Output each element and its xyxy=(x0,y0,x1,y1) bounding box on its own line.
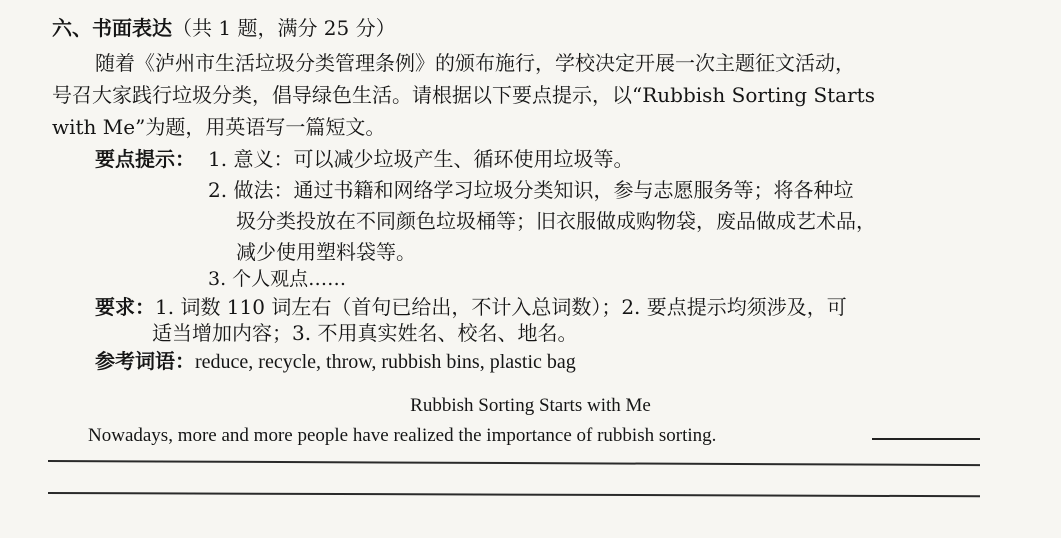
answer-blank-line[interactable] xyxy=(872,438,980,440)
essay-first-sentence: Nowadays, more and more people have realized the importance of rubbish sorting. xyxy=(88,425,717,446)
section-heading xyxy=(52,15,396,41)
intro-line-1: 随着《泸州市生活垃圾分类管理条例》的颁布施行，学校决定开展一次主题征文活动， xyxy=(95,51,855,75)
reference-words-list: reduce, recycle, throw, rubbish bins, plastic bag xyxy=(195,351,576,373)
reference-words-label: 参考词语： xyxy=(95,349,195,373)
intro-line-3: with Me”为题，用英语写一篇短文。 xyxy=(52,115,386,139)
requirements-label: 要求： xyxy=(95,295,155,319)
point-item-3: 3. 个人观点…… xyxy=(208,268,347,290)
requirements-line-1: 1. 词数 110 词左右（首句已给出，不计入总词数）；2. 要点提示均须涉及，可 xyxy=(155,295,847,319)
writing-line[interactable] xyxy=(48,460,980,466)
requirements-line-2: 适当增加内容；3. 不用真实姓名、校名、地名。 xyxy=(152,321,578,345)
requirements-row xyxy=(95,294,847,320)
writing-line[interactable] xyxy=(48,492,980,497)
essay-title: Rubbish Sorting Starts with Me xyxy=(410,395,651,416)
intro-line-2: 号召大家践行垃圾分类，倡导绿色生活。请根据以下要点提示，以“Rubbish Sorting Starts xyxy=(52,83,875,107)
point-item-1: 1. 意义：可以减少垃圾产生、循环使用垃圾等。 xyxy=(208,147,634,171)
point-item-2-line-3: 减少使用塑料袋等。 xyxy=(236,240,416,264)
reference-words-row xyxy=(95,348,576,375)
section-score-note: （共 1 题，满分 25 分） xyxy=(172,16,396,40)
point-item-2-line-1: 2. 做法：通过书籍和网络学习垃圾分类知识，参与志愿服务等；将各种垃 xyxy=(208,178,854,202)
section-title: 六、书面表达 xyxy=(52,16,172,40)
point-item-2-line-2: 圾分类投放在不同颜色垃圾桶等；旧衣服做成购物袋，废品做成艺术品， xyxy=(236,209,876,233)
points-label: 要点提示： xyxy=(95,147,195,171)
